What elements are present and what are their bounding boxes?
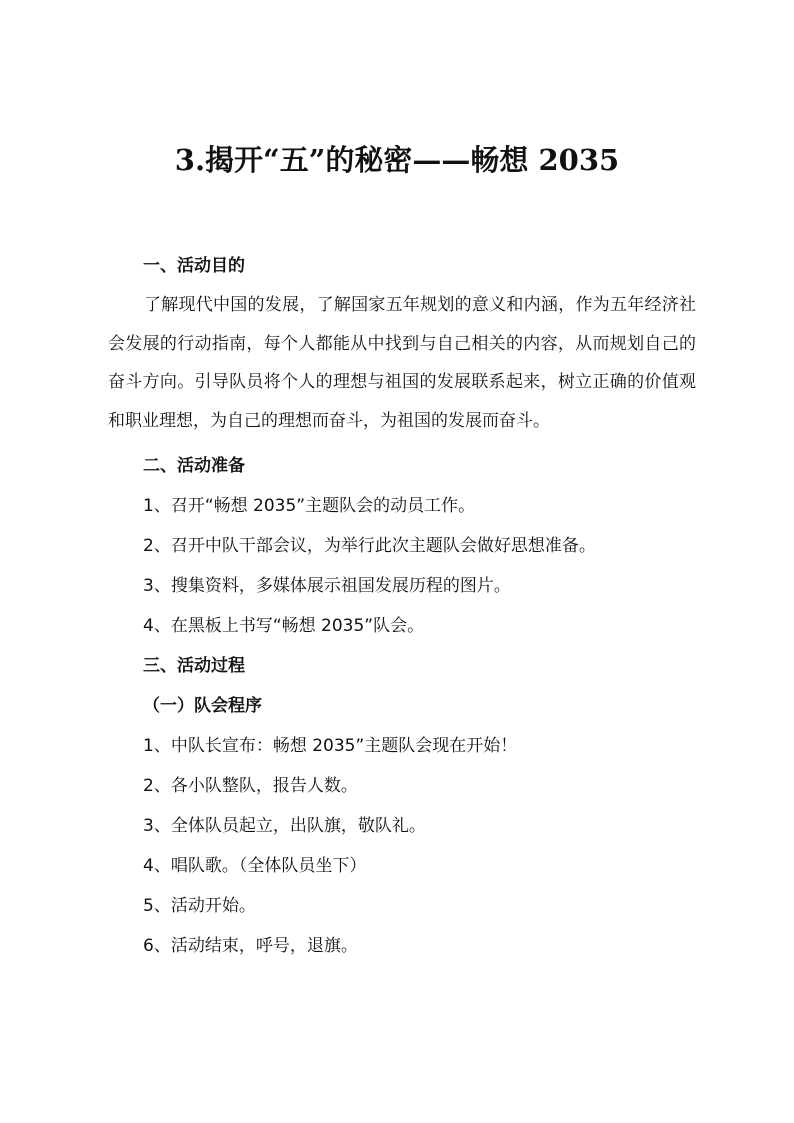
section-heading-purpose: 一、活动目的 xyxy=(143,256,245,276)
purpose-paragraph: 了解现代中国的发展，了解国家五年规划的意义和内涵，作为五年经济社会发展的行动指南，每个人都能从中找到与自己相关的内容，从而规划自己的奋斗方向。引导队员将个人的理想与祖国的发展联系起来，树立正确的价值观和职业理想，为自己的理想而奋斗，为祖国的发展而奋斗。 xyxy=(108,295,696,431)
preparation-item: 2、召开中队干部会议，为举行此次主题队会做好思想准备。 xyxy=(143,536,596,556)
section-heading-process: 三、活动过程 xyxy=(143,656,245,676)
subheading-meeting-procedure: （一）队会程序 xyxy=(143,696,262,716)
document-title: 3.揭开“五”的秘密——畅想 2035 xyxy=(174,143,620,177)
procedure-item: 1、中队长宣布：畅想 2035”主题队会现在开始！ xyxy=(143,736,518,756)
preparation-item: 1、召开“畅想 2035”主题队会的动员工作。 xyxy=(143,496,476,516)
preparation-item: 3、搜集资料，多媒体展示祖国发展历程的图片。 xyxy=(143,576,511,596)
procedure-item: 5、活动开始。 xyxy=(143,896,256,916)
procedure-item: 4、唱队歌。（全体队员坐下） xyxy=(143,856,367,876)
procedure-item: 3、全体队员起立，出队旗，敬队礼。 xyxy=(143,816,426,836)
procedure-item: 6、活动结束，呼号，退旗。 xyxy=(143,936,358,956)
procedure-item: 2、各小队整队，报告人数。 xyxy=(143,776,358,796)
section-heading-preparation: 二、活动准备 xyxy=(143,456,245,476)
preparation-item: 4、在黑板上书写“畅想 2035”队会。 xyxy=(143,616,425,636)
